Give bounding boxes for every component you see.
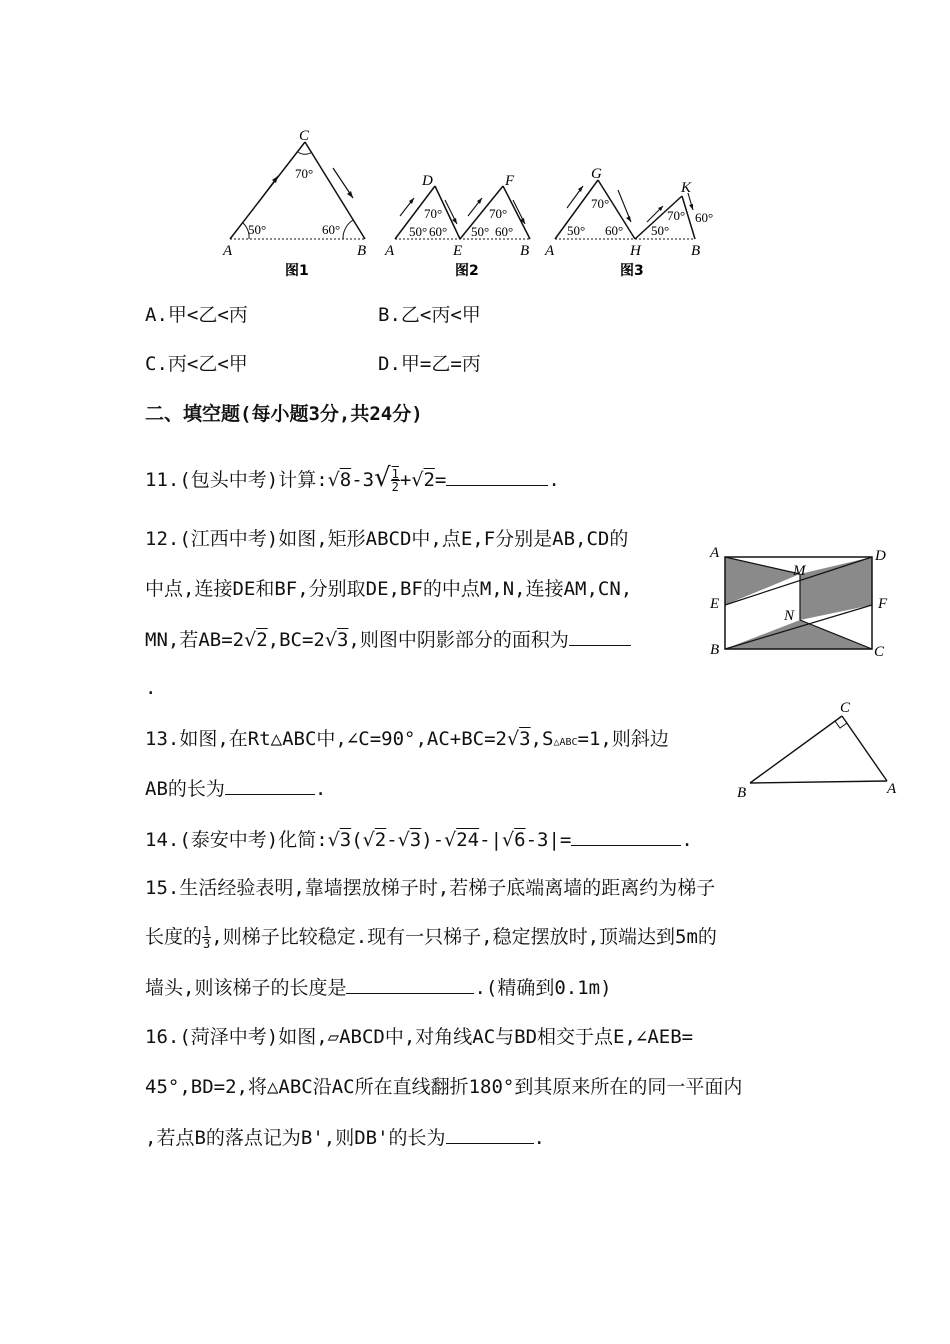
option-c[interactable]: C.丙<乙<甲 [145,353,248,375]
fig3-label-b: B [691,243,701,259]
option-d[interactable]: D.甲=乙=丙 [378,353,481,375]
q12-line-4: . [145,677,157,699]
fig2-label-b: B [520,243,530,259]
q13-line-1-c: =1,则斜边 [577,728,669,750]
q14-radicand-2: 2 [374,829,387,851]
q13-answer-blank[interactable] [225,776,315,795]
q12-line-1: 12.(江西中考)如图,矩形ABCD中,点E,F分别是AB,CD的 [145,528,629,550]
q13-line-2 [145,776,326,801]
q12-line-3 [145,627,631,652]
q16-line-3-a: ,若点B的落点记为B',则DB'的长为 [145,1127,446,1149]
slope-figures [215,128,735,288]
q12-line-3-b: ,BC=2 [267,629,325,651]
fig2-label-f: F [505,173,515,189]
q13-end: . [314,778,327,800]
q11-answer-blank[interactable] [446,467,548,486]
q14-end: . [681,829,693,851]
q14-minus: - [386,829,398,851]
q14-paren-open: ( [351,829,363,851]
fig3-angle-k: 70° [667,208,686,223]
section-title: 二、填空题(每小题3分,共24分) [145,403,423,425]
rect-label-m: M [793,563,806,579]
q15-numerator: 1 [203,924,211,938]
q11-numerator: 1 [391,467,399,481]
q11-denominator: 2 [391,480,399,494]
fig1-label-a: A [223,243,233,259]
question-14 [145,827,693,852]
q15-line-3-a: 墙头,则该梯子的长度是 [145,977,347,999]
sqrt-icon: √ [506,728,520,750]
sqrt-icon: √ [444,829,457,851]
q11-radicand-1: 8 [339,469,352,491]
rect-label-e: E [710,596,720,612]
q15-line-2 [145,925,717,950]
sqrt-icon: √ [374,463,391,493]
q11-fraction [391,468,400,493]
rect-label-c: C [874,644,885,660]
fig3-label-a: A [545,243,555,259]
figure-1 [222,128,366,279]
q11-plus: + [399,469,412,491]
q16-line-3-b: . [533,1127,545,1149]
q12-line-2: 中点,连接DE和BF,分别取DE,BF的中点M,N,连接AM,CN, [145,578,633,600]
fig3-angle-b: 60° [695,210,714,225]
q16-answer-blank[interactable] [446,1125,534,1144]
rectangle-figure [705,542,905,662]
fig3-label-k: K [681,180,692,196]
q12-line-3-c: ,则图中阴影部分的面积为 [348,629,569,651]
fig2-angle-a: 50° [409,224,428,239]
sqrt-icon: √ [397,829,410,851]
q15-line-1: 15.生活经验表明,靠墙摆放梯子时,若梯子底端离墙的距离约为梯子 [145,877,716,899]
q12-answer-blank[interactable] [569,627,631,646]
fig2-angle-e1: 60° [429,224,448,239]
q14-prefix: 14.(泰安中考)化简: [145,829,328,851]
tri-label-a: A [887,781,897,797]
fig2-label-a: A [385,243,395,259]
rect-label-f: F [878,596,888,612]
fig3-angle-h1: 60° [605,223,624,238]
q16-line-1: 16.(菏泽中考)如图,▱ABCD中,对角线AC与BD相交于点E,∠AEB= [145,1026,694,1048]
fig3-caption: 图3 [620,263,644,279]
fig2-label-d: D [422,173,433,189]
fig3-angle-h2: 50° [651,223,670,238]
option-b[interactable]: B.乙<丙<甲 [378,304,481,326]
rect-label-d: D [875,548,886,564]
q12-line-3-a: MN,若AB=2 [145,629,245,651]
fig2-label-e: E [453,243,463,259]
fig1-caption: 图1 [285,263,309,279]
q14-answer-blank[interactable] [571,827,681,846]
q15-line-3 [145,975,612,1000]
sqrt-icon: √ [411,469,424,491]
fig1-label-b: B [357,243,367,259]
sqrt-icon: √ [502,829,515,851]
q11-eq: = [434,469,447,491]
fig1-label-c: C [299,128,310,144]
fig1-angle-c: 70° [295,166,314,181]
q14-abs-open: -| [479,829,503,851]
sqrt-icon: √ [327,829,340,851]
question-11 [145,463,560,494]
q11-mid: -3 [351,469,375,491]
tri-label-c: C [840,700,851,716]
q11-end: . [548,469,560,491]
q13-subscript: △ABC [553,737,578,748]
q15-answer-blank[interactable] [346,975,474,994]
sqrt-icon: √ [324,629,337,651]
fig3-angle-g: 70° [591,196,610,211]
q13-radicand: 3 [519,728,531,750]
figure-2 [384,173,530,279]
fig1-angle-a: 50° [248,222,267,237]
q13-line-1-a: 13.如图,在Rt△ABC中,∠C=90°,AC+BC=2 [145,728,507,750]
q16-line-2: 45°,BD=2,将△ABC沿AC所在直线翻折180°到其原来所在的同一平面内 [145,1076,743,1098]
figure-3 [544,166,713,279]
q15-fraction [202,925,211,950]
q14-radicand-1: 3 [339,829,352,851]
fig2-angle-d: 70° [424,206,443,221]
fig1-angle-b: 60° [322,222,341,237]
q14-radicand-4: 24 [456,829,480,851]
q15-denominator: 3 [203,937,211,951]
q12-radicand-1: 2 [256,629,268,651]
q14-radicand-3: 3 [409,829,422,851]
fig3-label-g: G [591,166,602,182]
tri-label-b: B [737,785,747,801]
rect-label-a: A [710,545,720,561]
option-a[interactable]: A.甲<乙<丙 [145,304,248,326]
q13-line-1-b: ,S [530,728,554,750]
q12-radicand-2: 3 [336,629,349,651]
q11-radicand-2: 2 [423,469,435,491]
q14-tail: -3|= [525,829,572,851]
q13-line-2-text: AB的长为 [145,778,225,800]
fig2-angle-b: 60° [495,224,514,239]
q16-line-3 [145,1125,545,1150]
sqrt-icon: √ [327,469,340,491]
sqrt-icon: √ [244,629,257,651]
fig2-angle-e2: 50° [471,224,490,239]
sqrt-icon: √ [362,829,375,851]
q15-line-2-a: 长度的 [145,926,203,948]
q14-paren-close: )- [421,829,445,851]
q15-line-2-b: ,则梯子比较稳定.现有一只梯子,稳定摆放时,顶端达到5m的 [211,926,717,948]
rect-label-n: N [784,608,795,624]
right-triangle-figure [732,698,907,803]
q11-prefix: 11.(包头中考)计算: [145,469,328,491]
rect-label-b: B [710,642,720,658]
fig3-angle-a: 50° [567,223,586,238]
fig2-angle-f: 70° [489,206,508,221]
q13-line-1 [145,727,669,755]
q14-radicand-5: 6 [514,829,526,851]
fig2-caption: 图2 [455,263,479,279]
q15-line-3-b: .(精确到0.1m) [474,977,612,999]
fig3-label-h: H [630,243,641,259]
